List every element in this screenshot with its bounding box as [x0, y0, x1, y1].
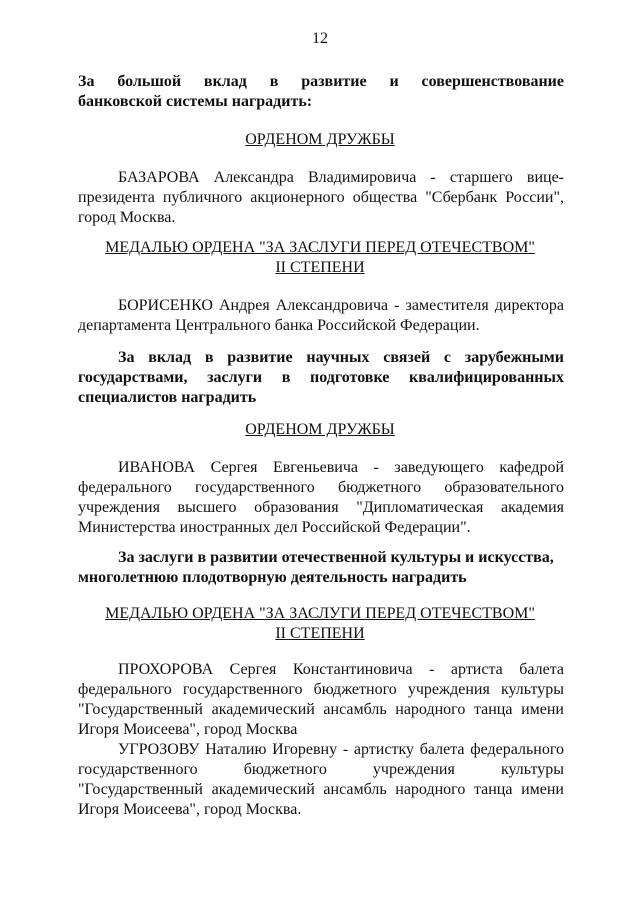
entry-prokhorov: [78, 660, 564, 740]
award-line: МЕДАЛЬЮ ОРДЕНА "ЗА ЗАСЛУГИ ПЕРЕД ОТЕЧЕСТВОМ": [105, 605, 535, 622]
entry-bazarov: [78, 168, 564, 228]
award-line: ОРДЕНОМ ДРУЖБЫ: [245, 131, 395, 148]
entry-line: УГРОЗОВУ Наталию Игоревну - артистку балета федерального: [118, 741, 564, 758]
entry-line: БАЗАРОВА Александра Владимировича - старшего вице-: [118, 169, 564, 186]
heading-line: многолетнюю плодотворную деятельность наградить: [78, 569, 467, 586]
entry-line: учреждения высшего образования "Дипломатическая академия: [78, 499, 564, 516]
award-line: МЕДАЛЬЮ ОРДЕНА "ЗА ЗАСЛУГИ ПЕРЕД ОТЕЧЕСТВОМ": [105, 239, 535, 256]
entry-line: федерального государственного бюджетного образовательного: [78, 479, 564, 496]
heading-line: За вклад в развитие научных связей с зарубежными: [118, 349, 564, 366]
award-line: II СТЕПЕНИ: [275, 259, 365, 276]
award-line: ОРДЕНОМ ДРУЖБЫ: [245, 421, 395, 438]
heading-line: банковской системы наградить:: [78, 93, 313, 110]
award-medal-merit-2nd-degree: [0, 604, 640, 644]
entry-line: Игоря Моисеева", город Москва: [78, 721, 298, 738]
entry-line: департамента Центрального банка Российской Федерации.: [78, 317, 480, 334]
heading-line: За большой вклад в развитие и совершенствование: [78, 73, 564, 90]
entry-line: федерального государственного бюджетного учреждения культуры: [78, 681, 564, 698]
section-heading-science: [78, 348, 564, 408]
heading-line: За заслуги в развитии отечественной культуры и искусства,: [118, 549, 554, 566]
award-medal-merit-2nd-degree: [0, 238, 640, 278]
entry-line: государственного бюджетного учреждения культуры: [78, 761, 564, 778]
entry-line: "Государственный академический ансамбль народного танца имени: [78, 781, 564, 798]
entry-line: Министерства иностранных дел Российской Федерации".: [78, 519, 471, 536]
section-heading-banking: [78, 72, 564, 112]
entry-line: Игоря Моисеева", город Москва.: [78, 801, 302, 818]
heading-line: государствами, заслуги в подготовке квалифицированных: [78, 369, 564, 386]
award-order-of-friendship: [0, 420, 640, 440]
entry-line: ПРОХОРОВА Сергея Константиновича - артиста балета: [118, 661, 564, 678]
heading-line: специалистов наградить: [78, 389, 257, 406]
award-line: II СТЕПЕНИ: [275, 625, 365, 642]
entry-borisenko: [78, 296, 564, 336]
award-order-of-friendship: [0, 130, 640, 150]
entry-line: город Москва.: [78, 209, 176, 226]
entry-ivanov: [78, 458, 564, 538]
entry-ugrozova: [78, 740, 564, 820]
entry-line: президента публичного акционерного общества "Сбербанк России",: [78, 189, 564, 206]
entry-line: БОРИСЕНКО Андрея Александровича - заместителя директора: [118, 297, 564, 314]
section-heading-culture: [78, 548, 564, 588]
entry-line: "Государственный академический ансамбль народного танца имени: [78, 701, 564, 718]
entry-line: ИВАНОВА Сергея Евгеньевича - заведующего кафедрой: [118, 459, 564, 476]
page-number: 12: [312, 30, 328, 47]
